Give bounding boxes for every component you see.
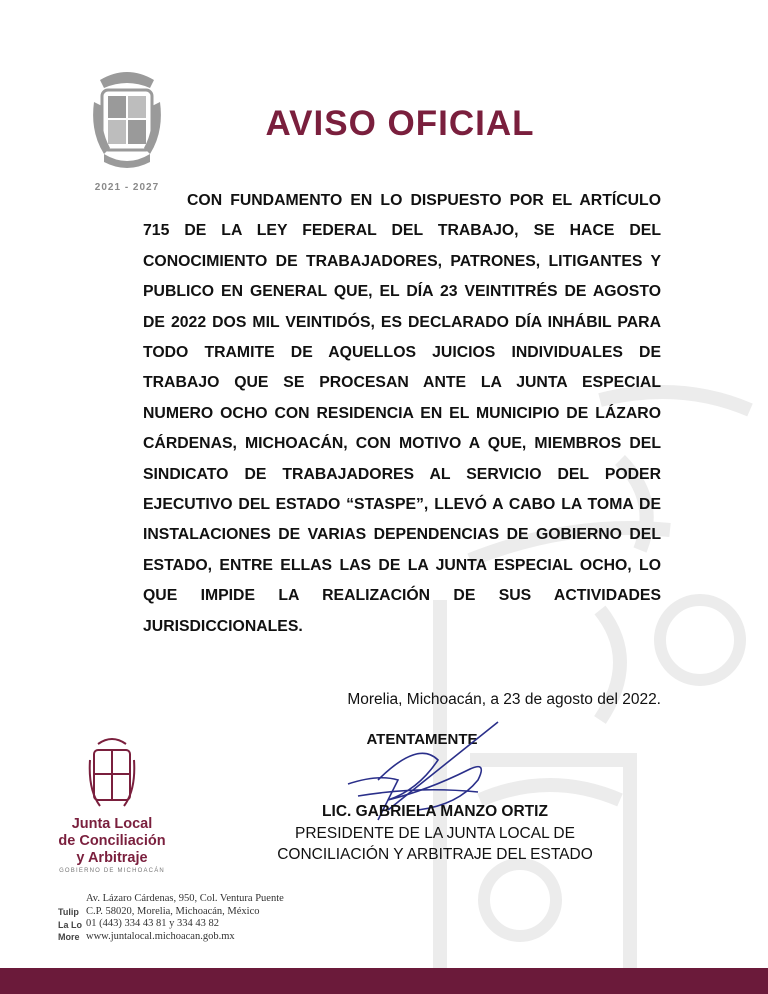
- address-fragment-1: Tulip: [58, 907, 79, 917]
- junta-coat-of-arms-logo: [88, 736, 136, 810]
- institution-name-line2: de Conciliación: [58, 833, 166, 849]
- address-fragments: [58, 906, 85, 944]
- dateline: Morelia, Michoacán, a 23 de agosto del 2022.: [347, 691, 661, 708]
- notice-body: CON FUNDAMENTO EN LO DISPUESTO POR EL ARTÍCULO 715 DE LA LEY FEDERAL DEL TRABAJO, SE HACE DEL CONOCIMIENTO DE TRABAJADORES, PATRONES, LITIGANTES Y PUBLICO EN GENERAL QUE, EL DÍA 23 VEINTITRÉS DE AGOSTO DE 2022 DOS MIL VEINTIDÓS, ES DECLARADO DÍA INHÁBIL PARA TODO TRAMITE DE AQUELLOS JUICIOS INDIVIDUALES DE TRABAJO QUE SE PROCESAN ANTE LA JUNTA ESPECIAL NUMERO OCHO CON RESIDENCIA EN EL MUNICIPIO DE LÁZARO CÁRDENAS, MICHOACÁN, CON MOTIVO A QUE, MIEMBROS DEL SINDICATO DE TRABAJADORES AL SERVICIO DEL PODER EJECUTIVO DEL ESTADO “STASPE”, LLEVÓ A CABO LA TOMA DE INSTALACIONES DE VARIAS DEPENDENCIAS DE GOBIERNO DEL ESTADO, ENTRE ELLAS LAS DE LA JUNTA ESPECIAL OCHO, LO QUE IMPIDE LA REALIZACIÓN DE SUS ACTIVIDADES JURISDICCIONALES.: [143, 192, 661, 635]
- signer-title-line1: PRESIDENTE DE LA JUNTA LOCAL DE: [295, 825, 575, 842]
- page-title: AVISO OFICIAL: [265, 104, 535, 143]
- address-fragment-2: La Lo: [58, 919, 82, 930]
- address-block: [86, 893, 284, 943]
- administration-years: 2021 - 2027: [94, 182, 160, 193]
- institution-name-line3: y Arbitraje: [76, 850, 148, 866]
- salutation: ATENTAMENTE: [366, 731, 478, 748]
- institution-name-line1: Junta Local: [71, 816, 153, 832]
- address-fragment-3: More: [58, 932, 80, 942]
- signer-title: [200, 823, 670, 865]
- address-line-3: 01 (443) 334 43 81 y 334 43 82: [86, 918, 219, 929]
- footer-bar: [0, 968, 768, 994]
- institution-name: [50, 816, 174, 867]
- signer-title-line2: CONCILIACIÓN Y ARBITRAJE DEL ESTADO: [277, 846, 593, 863]
- signer-name: LIC. GABRIELA MANZO ORTIZ: [322, 803, 548, 820]
- address-website-link[interactable]: www.juntalocal.michoacan.gob.mx: [86, 930, 235, 942]
- government-label: GOBIERNO DE MICHOACÁN: [59, 868, 165, 874]
- address-line-2: C.P. 58020, Morelia, Michoacán, México: [86, 905, 260, 917]
- state-coat-of-arms-logo: [88, 62, 166, 174]
- address-line-1: Av. Lázaro Cárdenas, 950, Col. Ventura Puente: [86, 893, 284, 904]
